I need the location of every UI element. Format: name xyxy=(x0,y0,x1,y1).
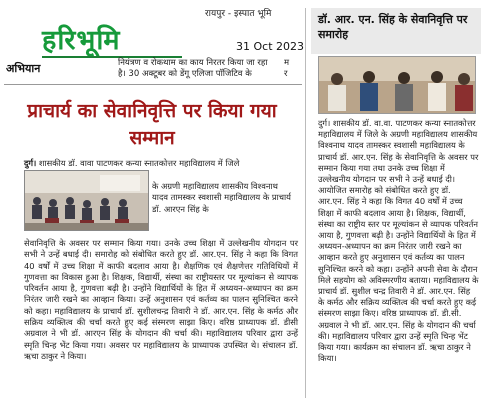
event-photo xyxy=(24,170,149,231)
edition-label: रायपुर - इस्पात भूमि xyxy=(205,9,272,19)
sidebar-headline: डॉ. आर. एन. सिंह के सेवानिवृत्ति पर समारोह xyxy=(318,13,468,41)
newspaper-logo: हरिभूमि xyxy=(42,25,121,56)
article-right-column: के अग्रणी महाविद्यालय शासकीय विश्वनाथ यादव तामस्कर स्वशासी महाविद्यालय के प्राचार्य डॉ. आरएन सिंह के xyxy=(152,181,291,214)
dateline: दुर्ग। xyxy=(24,158,37,168)
lead-text: शासकीय डॉ. वावा पाटणकर कन्या स्नातकोत्तर महाविद्यालय में जिले xyxy=(38,158,240,168)
sidebar-body: दुर्ग। शासकीय डॉ. वा.वा. पाटणकर कन्या स्नातकोत्तर महाविद्यालय में जिले के अग्रणी महाविद्यालय शासकीय विश्वनाथ यादव तामस्कर स्वशासी महाविद्यालय के प्राचार्य डॉ. आर.एन. सिंह के सेवानिवृत्ति के अवसर पर सम्मान किया गया तथा उनके उच्च शिक्षा में उल्लेखनीय योगदान पर सभी ने उन्हें बधाई दी। आयोजित समारोह को संबोधित करते हुए डॉ. आर.एन. सिंह ने कहा कि विगत 40 वर्षों में उच्च शिक्षा में काफी बदलाव आया है। शिक्षक, विद्यार्थी, संस्था का राष्ट्रीय स्तर पर मूल्यांकन से व्यापक परिवर्तन आया है, गुणवत्ता बढ़ी है। उन्होंने विद्यार्थियों के हित में अध्ययन-अध्यापन का क्रम निरंतर जारी रखने का आव्हान करते हुए अनुशासन एवं कर्तव्य का पालन सुनिश्चित करने को कहा। उन्होंने अपनी सेवा के दौरान मिले सहयोग को अविस्मरणीय बताया। महाविद्यालय के प्राचार्य डॉ. सुशील चन्द्र तिवारी ने डॉ. आर.एन. सिंह के कर्मठ और सक्रिय व्यक्तित्व की चर्चा करते हुए कई संस्मरण साझा किए। वरिष्ठ प्राध्यापक डॉ. डी.सी. अग्रवाल ने भी डॉ. आर.एन. सिंह के योगदान की चर्चा की। महाविद्यालय परिवार द्वारा उन्हें स्मृति चिन्ह भेंट किया गया। कार्यक्रम का संचालन डॉ. ऋचा ठाकुर ने किया। xyxy=(318,118,479,364)
sidebar-photo xyxy=(318,56,476,114)
publication-date: 31 Oct 2023 xyxy=(236,40,305,53)
article-body: सेवानिवृत्ति के अवसर पर सम्मान किया गया। उनके उच्च शिक्षा में उल्लेखनीय योगदान पर सभी ने उन्हें बधाई दी। समारोह को संबोधित करते हुए डॉ. आर.एन. सिंह ने कहा कि विगत 40 वर्षों में उच्च शिक्षा में काफी बदलाव आया है। शैक्षणिक एवं शैक्षणेत्तर गतिविधियों में गुणवत्ता का विकास हुआ है। शिक्षक, विद्यार्थी, संस्था का राष्ट्रीयस्तर पर मूल्यांकन से व्यापक परिवर्तन आया है, गुणवत्ता बढ़ी है। उन्होंने विद्यार्थियों के हित में अध्ययन-अध्यापन का क्रम निरंतर जारी रखने का आव्हान किया। उन्हें अनुशासन एवं कर्तव्य का पालन सुनिश्चित करने को कहा। महाविद्यालय के प्राचार्य डॉ. सुशीलचन्द्र तिवारी ने डॉ. आर.एन. सिंह के कर्मठ और सक्रिय व्यक्तित्व की चर्चा करते हुए कई संस्मरण साझा किए। वरिष्ठ प्राध्यापक डॉ. डीसी अग्रवाल ने भी डॉ. आरएन सिंह के योगदान की चर्चा की। महाविद्यालय परिवार द्वारा उन्हें स्मृति चिन्ह भेंट किया गया। अवसर पर महाविद्यालय के प्राध्यापक उपस्थित थे। संचालन डॉ. ऋचा ठाकुर ने किया। xyxy=(24,238,298,361)
header-divider xyxy=(4,84,302,85)
article-headline: प्राचार्य का सेवानिवृत्ति पर किया गया सम्मान xyxy=(27,100,277,149)
event-photo-image xyxy=(25,171,149,231)
sidebar-photo-image xyxy=(319,57,476,114)
column-divider xyxy=(305,8,306,398)
section-label: अभियान xyxy=(6,62,41,75)
previous-article-snippet: नियंत्रण व रोकथाम का काय निरतर किया जा रहा है। 30 अक्टूबर को डेंगू एलिजा पॉजिटिव के xyxy=(118,58,268,79)
adjacent-column-snippet: म र xyxy=(284,58,290,79)
article-lead xyxy=(24,158,298,169)
